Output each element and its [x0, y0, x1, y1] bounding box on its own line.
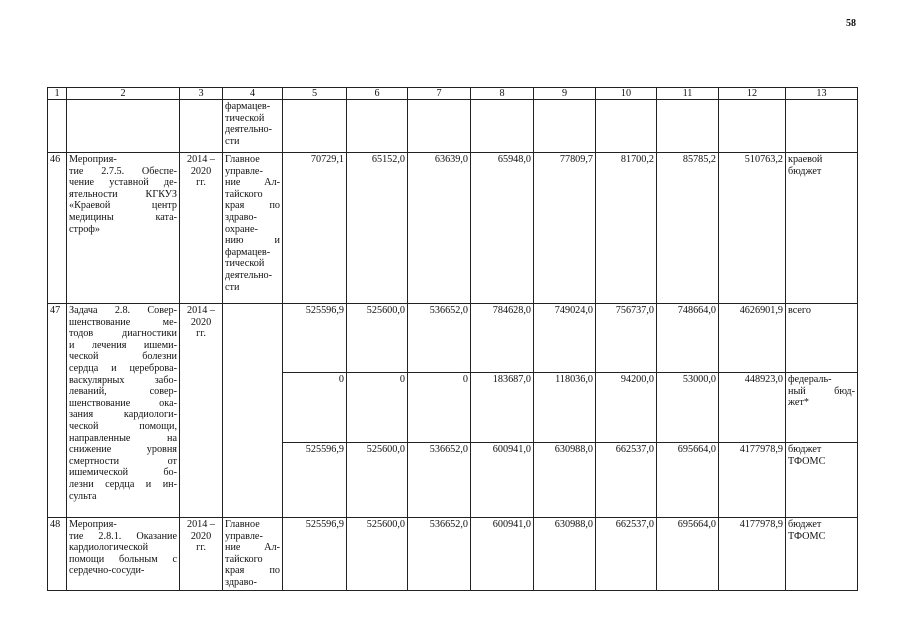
amount-cell: 0	[347, 373, 408, 443]
amount-cell: 63639,0	[408, 153, 471, 304]
amount-cell: 536652,0	[408, 304, 471, 373]
budget-table	[47, 87, 858, 591]
amount-cell: 600941,0	[471, 443, 534, 518]
measure-name: Мероприя- тие 2.7.5. Обеспе- чение уставной де- ятельности КГКУЗ «Краевой центр медицины ката- строф»	[67, 153, 180, 304]
amount-cell: 0	[408, 373, 471, 443]
period-cell: 2014 – 2020 гг.	[180, 153, 223, 304]
funding-source: краевой бюджет	[786, 153, 858, 304]
column-number: 7	[408, 88, 471, 100]
amount-cell: 525600,0	[347, 518, 408, 591]
amount-cell: 600941,0	[471, 518, 534, 591]
column-number: 4	[223, 88, 283, 100]
amount-cell: 749024,0	[534, 304, 596, 373]
amount-cell: 695664,0	[657, 518, 719, 591]
column-number: 9	[534, 88, 596, 100]
column-number: 2	[67, 88, 180, 100]
column-number: 8	[471, 88, 534, 100]
amount-cell: 630988,0	[534, 518, 596, 591]
total-cell: 4177978,9	[719, 518, 786, 591]
column-number: 13	[786, 88, 858, 100]
total-cell: 448923,0	[719, 373, 786, 443]
period-cell: 2014 – 2020 гг.	[180, 304, 223, 518]
executor-cell: Главное управле- ние Ал- тайского края по здраво- охране- нию и фармацев- тической деятельно- сти	[223, 153, 283, 304]
amount-cell: 662537,0	[596, 518, 657, 591]
funding-source: всего	[786, 304, 858, 373]
amount-cell: 525596,9	[283, 518, 347, 591]
column-number: 5	[283, 88, 347, 100]
amount-cell: 748664,0	[657, 304, 719, 373]
row-number: 46	[48, 153, 67, 304]
amount-cell: 77809,7	[534, 153, 596, 304]
amount-cell: 81700,2	[596, 153, 657, 304]
column-number: 11	[657, 88, 719, 100]
amount-cell: 784628,0	[471, 304, 534, 373]
amount-cell: 183687,0	[471, 373, 534, 443]
amount-cell: 525596,9	[283, 304, 347, 373]
amount-cell: 70729,1	[283, 153, 347, 304]
amount-cell: 94200,0	[596, 373, 657, 443]
measure-name: Мероприя- тие 2.8.1. Оказание кардиологической помощи больным с сердечно-сосуди-	[67, 518, 180, 591]
amount-cell: 695664,0	[657, 443, 719, 518]
page-number: 58	[846, 18, 856, 29]
executor-cell	[223, 304, 283, 518]
funding-source: федераль- ный бюд- жет*	[786, 373, 858, 443]
table-row	[48, 153, 858, 304]
amount-cell: 118036,0	[534, 373, 596, 443]
total-cell: 4177978,9	[719, 443, 786, 518]
amount-cell: 536652,0	[408, 443, 471, 518]
column-number-row	[48, 88, 858, 100]
total-cell: 4626901,9	[719, 304, 786, 373]
column-number: 12	[719, 88, 786, 100]
table-row-continuation	[48, 100, 858, 153]
amount-cell: 65152,0	[347, 153, 408, 304]
amount-cell: 525600,0	[347, 443, 408, 518]
amount-cell: 536652,0	[408, 518, 471, 591]
column-number: 6	[347, 88, 408, 100]
task-name: Задача 2.8. Совер- шенствование ме- тодов диагностики и лечения ишеми- ческой болезни сердца и цереброва- васкулярных забо- леваний, совер- шенствование ока- зания кардиологи- ческой помощи, направленные на снижение уровня смертности от ишемической бо- лезни сердца и ин- сульта	[67, 304, 180, 518]
amount-cell: 662537,0	[596, 443, 657, 518]
column-number: 10	[596, 88, 657, 100]
funding-source: бюджет ТФОМС	[786, 443, 858, 518]
column-number: 3	[180, 88, 223, 100]
table-row	[48, 518, 858, 591]
amount-cell: 85785,2	[657, 153, 719, 304]
amount-cell: 0	[283, 373, 347, 443]
funding-source: бюджет ТФОМС	[786, 518, 858, 591]
amount-cell: 525596,9	[283, 443, 347, 518]
executor-cell: фармацев- тической деятельно- сти	[223, 100, 283, 153]
row-number: 48	[48, 518, 67, 591]
amount-cell: 525600,0	[347, 304, 408, 373]
total-cell: 510763,2	[719, 153, 786, 304]
amount-cell: 630988,0	[534, 443, 596, 518]
executor-cell: Главное управле- ние Ал- тайского края по здраво-	[223, 518, 283, 591]
amount-cell: 53000,0	[657, 373, 719, 443]
amount-cell: 756737,0	[596, 304, 657, 373]
amount-cell: 65948,0	[471, 153, 534, 304]
row-number: 47	[48, 304, 67, 518]
table-row	[48, 304, 858, 373]
column-number: 1	[48, 88, 67, 100]
period-cell: 2014 – 2020 гг.	[180, 518, 223, 591]
